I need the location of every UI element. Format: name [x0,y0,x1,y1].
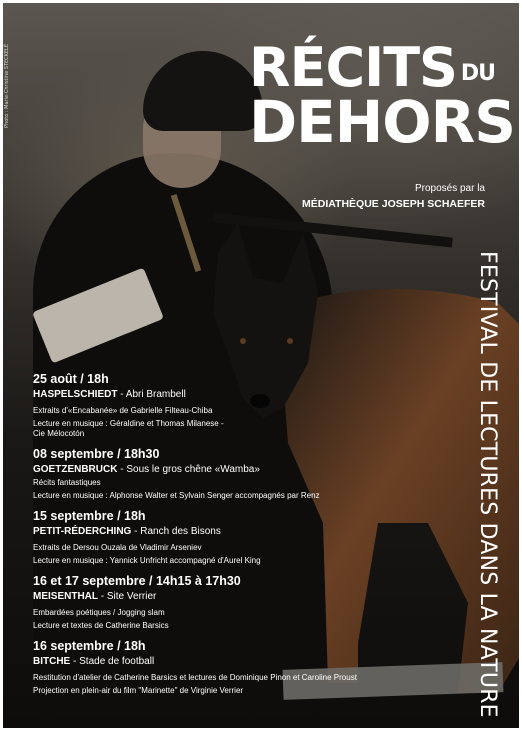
event-detail: Récits fantastiques [33,478,101,487]
event-detail: Cie Mélocotón [33,429,85,438]
poster-title [249,36,516,156]
event-date: 25 août / 18h [33,372,109,386]
event-date: 15 septembre / 18h [33,509,146,523]
title-du: DU [460,61,496,86]
photo-credit: Photo : Marie-Christine STECKELÉ [3,44,10,128]
event-town: BITCHE [33,656,71,667]
event-item [33,574,433,631]
event-detail: Lecture et textes de Catherine Barsics [33,621,169,630]
event-item [33,639,433,696]
event-venue: - Ranch des Bisons [131,526,221,537]
poster [3,3,519,728]
event-item [33,447,433,501]
event-town: HASPELSCHIEDT [33,389,118,400]
event-place [33,591,433,602]
event-place [33,656,433,667]
festival-label: FESTIVAL DE LECTURES DANS LA NATURE [475,251,500,718]
event-town: PETIT-RÉDERCHING [33,526,132,537]
event-date: 08 septembre / 18h30 [33,447,160,461]
event-detail: Projection en plein-air du film "Marinette" de Virginie Verrier [33,686,244,695]
title-line-2: DEHORS [249,88,516,156]
event-place [33,389,433,400]
event-date: 16 septembre / 18h [33,639,146,653]
event-venue: - Abri Brambell [117,389,186,400]
event-detail: Embardées poétiques / Jogging slam [33,608,165,617]
event-detail: Lecture en musique : Alphonse Walter et Sylvain Senger accompagnés par Renz [33,491,320,500]
event-venue: - Sous le gros chêne «Wamba» [117,464,260,475]
event-item [33,509,433,566]
event-detail: Lecture en musique : Yannick Unfricht accompagné d'Aurel King [33,556,261,565]
event-venue: - Site Verrier [98,591,157,602]
event-town: MEISENTHAL [33,591,98,602]
event-place [33,464,433,475]
events-list [33,372,433,704]
event-town: GOETZENBRUCK [33,464,118,475]
event-date: 16 et 17 septembre / 14h15 à 17h30 [33,574,241,588]
event-place [33,526,433,537]
event-venue: - Stade de football [70,656,155,667]
event-detail: Extraits de Dersou Ouzala de Vladimir Arseniev [33,543,202,552]
festival-banner [470,251,500,718]
title-line-1: RÉCITS [249,36,457,99]
reader-hat [143,51,263,131]
proposed-by: Proposés par la [414,183,485,194]
event-detail: Restitution d'atelier de Catherine Barsics et lectures de Dominique Pinon et Caroline Proust [33,673,357,682]
event-detail: Lecture en musique : Géraldine et Thomas Milanese - [33,419,224,428]
event-item [33,372,433,439]
organizer-name: MÉDIATHÈQUE JOSEPH SCHAEFER [302,198,485,210]
event-detail: Extraits d'«Encabanée» de Gabrielle Filteau-Chiba [33,406,213,415]
